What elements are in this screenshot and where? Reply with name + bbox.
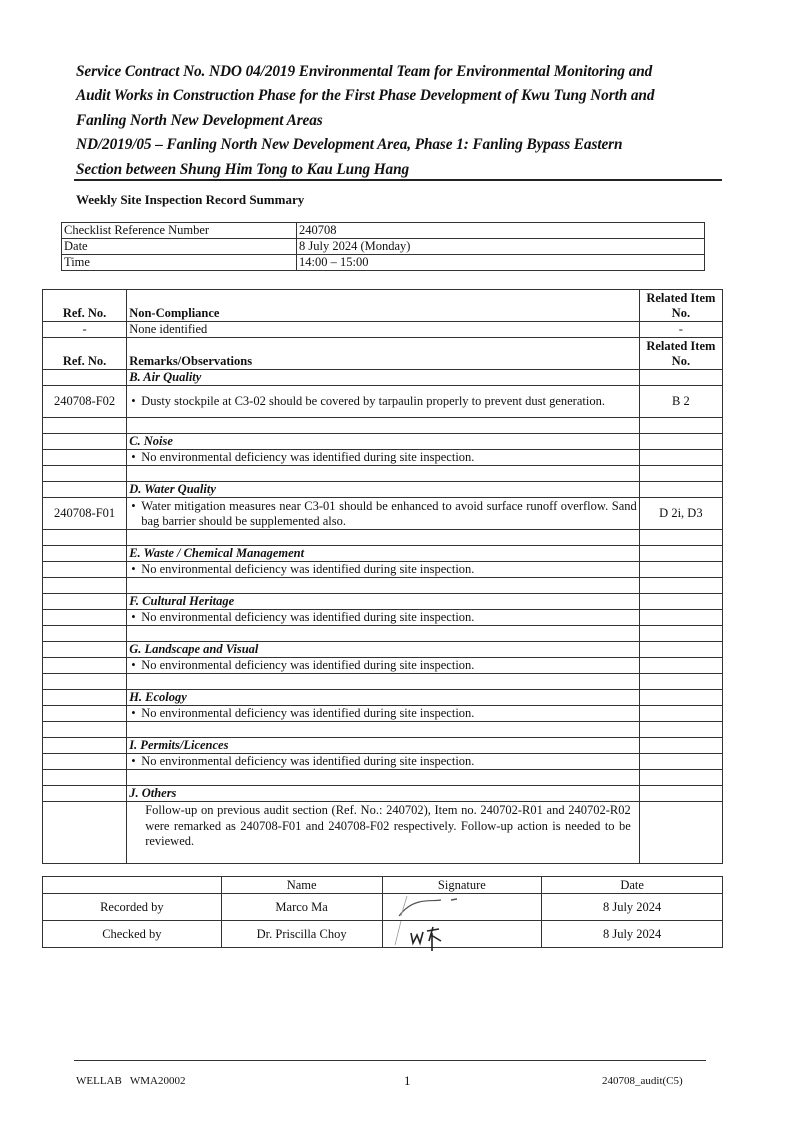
observation-row <box>43 754 723 770</box>
ref-cell <box>43 562 127 578</box>
remark-text: • No environmental deficiency was identified during site inspection. <box>129 706 637 721</box>
remark-cell <box>127 706 640 722</box>
empty-cell <box>639 626 722 642</box>
section-title-row <box>43 370 723 386</box>
header-line: Fanling North New Development Areas <box>76 111 323 129</box>
remark-cell <box>127 610 640 626</box>
empty-cell <box>43 722 127 738</box>
signoff-row <box>43 894 723 921</box>
empty-cell <box>639 466 722 482</box>
header-line: Audit Works in Construction Phase for the First Phase Development of Kwu Tung North and <box>76 87 655 105</box>
section-title: E. Waste / Chemical Management <box>127 546 640 562</box>
signature-marco-ma-icon <box>383 894 538 920</box>
column-header-ref: Ref. No. <box>43 290 127 322</box>
section-title-row <box>43 690 723 706</box>
empty-cell <box>127 770 640 786</box>
related-cell <box>639 658 722 674</box>
others-text: Follow-up on previous audit section (Ref. No.: 240702), Item no. 240702-R01 and 240702-R02 were remarked as 240708-F01 and 240708-F02 respectively. Follow-up action is needed to be reviewed. <box>127 802 640 864</box>
observation-row <box>43 610 723 626</box>
empty-cell <box>127 626 640 642</box>
empty-cell <box>639 482 722 498</box>
footer-divider <box>74 1060 706 1061</box>
spacer-row <box>43 722 723 738</box>
column-header-ref: Ref. No. <box>43 338 127 370</box>
ref-cell <box>43 610 127 626</box>
header-line: Service Contract No. NDO 04/2019 Environmental Team for Environmental Monitoring and <box>76 63 653 80</box>
remarks-header-row <box>43 338 723 370</box>
document-header <box>76 60 726 182</box>
empty-cell <box>639 578 722 594</box>
remark-cell <box>127 754 640 770</box>
empty-cell <box>639 642 722 658</box>
related-cell <box>639 450 722 466</box>
section-title-row <box>43 738 723 754</box>
spacer-row <box>43 578 723 594</box>
empty-cell <box>639 690 722 706</box>
section-title: J. Others <box>127 786 640 802</box>
noncompliance-row <box>43 322 723 338</box>
signoff-header-row <box>43 877 723 894</box>
empty-cell <box>43 690 127 706</box>
signoff-header-role <box>43 877 222 894</box>
empty-cell <box>43 642 127 658</box>
section-title-row <box>43 594 723 610</box>
info-row <box>62 255 705 271</box>
finding-row <box>43 498 723 530</box>
info-value: 14:00 – 15:00 <box>297 255 705 271</box>
signoff-date: 8 July 2024 <box>542 894 723 921</box>
empty-cell <box>43 802 127 864</box>
empty-cell <box>639 802 722 864</box>
empty-cell <box>639 738 722 754</box>
observation-row <box>43 706 723 722</box>
signoff-header-date: Date <box>542 877 723 894</box>
related-cell <box>639 562 722 578</box>
remark-cell <box>127 386 640 418</box>
page-title: Weekly Site Inspection Record Summary <box>76 192 305 207</box>
finding-row <box>43 386 723 418</box>
remark-text: • No environmental deficiency was identified during site inspection. <box>129 562 637 577</box>
sections-body <box>43 370 723 786</box>
noncompliance-cell: None identified <box>127 322 640 338</box>
section-title-row <box>43 434 723 450</box>
remark-text: • No environmental deficiency was identified during site inspection. <box>129 754 637 769</box>
related-cell: - <box>639 322 722 338</box>
signoff-row <box>43 921 723 948</box>
related-cell: D 2i, D3 <box>639 498 722 530</box>
ref-cell <box>43 706 127 722</box>
section-title-row <box>43 482 723 498</box>
empty-cell <box>127 674 640 690</box>
column-header-related: Related Item No. <box>639 338 722 370</box>
remark-text: • Dusty stockpile at C3-02 should be covered by tarpaulin properly to prevent dust generation. <box>129 394 637 409</box>
signoff-role: Recorded by <box>43 894 222 921</box>
ref-cell: - <box>43 322 127 338</box>
header-line: Section between Shung Him Tong to Kau Lung Hang <box>76 160 410 178</box>
observation-row <box>43 450 723 466</box>
signature-priscilla-choy-icon <box>383 921 538 951</box>
section-title-row <box>43 546 723 562</box>
related-cell <box>639 706 722 722</box>
header-line: ND/2019/05 – Fanling North New Development Area, Phase 1: Fanling Bypass Eastern <box>76 136 623 154</box>
related-cell: B 2 <box>639 386 722 418</box>
spacer-row <box>43 530 723 546</box>
spacer-row <box>43 466 723 482</box>
page-number: 1 <box>404 1073 411 1088</box>
empty-cell <box>639 546 722 562</box>
signoff-date: 8 July 2024 <box>542 921 723 948</box>
info-table <box>61 222 705 271</box>
empty-cell <box>639 418 722 434</box>
section-title: G. Landscape and Visual <box>127 642 640 658</box>
related-cell <box>639 754 722 770</box>
info-label: Time <box>62 255 297 271</box>
empty-cell <box>43 674 127 690</box>
remark-cell <box>127 450 640 466</box>
section-title-row <box>43 786 723 802</box>
empty-cell <box>43 482 127 498</box>
empty-cell <box>43 770 127 786</box>
column-header-noncompliance: Non-Compliance <box>127 290 640 322</box>
info-label: Date <box>62 239 297 255</box>
info-label: Checklist Reference Number <box>62 223 297 239</box>
empty-cell <box>639 594 722 610</box>
info-value: 240708 <box>297 223 705 239</box>
empty-cell <box>43 594 127 610</box>
empty-cell <box>639 370 722 386</box>
section-title: H. Ecology <box>127 690 640 706</box>
column-header-related: Related Item No. <box>639 290 722 322</box>
signoff-name: Marco Ma <box>221 894 382 921</box>
signature-cell <box>382 894 542 921</box>
related-cell <box>639 610 722 626</box>
section-title: C. Noise <box>127 434 640 450</box>
ref-cell: 240708-F02 <box>43 386 127 418</box>
empty-cell <box>127 466 640 482</box>
ref-cell: 240708-F01 <box>43 498 127 530</box>
empty-cell <box>43 626 127 642</box>
remark-cell <box>127 498 640 530</box>
ref-cell <box>43 658 127 674</box>
remark-cell <box>127 562 640 578</box>
empty-cell <box>43 370 127 386</box>
info-row <box>62 239 705 255</box>
ref-cell <box>43 754 127 770</box>
empty-cell <box>43 738 127 754</box>
empty-cell <box>43 546 127 562</box>
empty-cell <box>639 674 722 690</box>
signoff-role: Checked by <box>43 921 222 948</box>
empty-cell <box>639 770 722 786</box>
spacer-row <box>43 674 723 690</box>
spacer-row <box>43 418 723 434</box>
empty-cell <box>127 722 640 738</box>
spacer-row <box>43 626 723 642</box>
ref-cell <box>43 450 127 466</box>
empty-cell <box>43 786 127 802</box>
section-title: I. Permits/Licences <box>127 738 640 754</box>
header-divider <box>74 179 722 181</box>
noncompliance-header-row <box>43 290 723 322</box>
section-title-row <box>43 642 723 658</box>
footer-left: WELLAB WMA20002 <box>76 1075 186 1087</box>
empty-cell <box>43 434 127 450</box>
signoff-header-signature: Signature <box>382 877 542 894</box>
empty-cell <box>639 786 722 802</box>
remark-cell <box>127 658 640 674</box>
remark-text: • Water mitigation measures near C3-01 should be enhanced to avoid surface runoff overflow. Sand bag barrier should be supplemented also. <box>129 499 637 529</box>
empty-cell <box>43 466 127 482</box>
spacer-row <box>43 770 723 786</box>
inspection-table <box>42 289 723 864</box>
signoff-table <box>42 876 723 948</box>
empty-cell <box>43 418 127 434</box>
remark-text: • No environmental deficiency was identified during site inspection. <box>129 450 637 465</box>
column-header-remarks: Remarks/Observations <box>127 338 640 370</box>
empty-cell <box>43 530 127 546</box>
signoff-header-name: Name <box>221 877 382 894</box>
empty-cell <box>639 530 722 546</box>
empty-cell <box>639 722 722 738</box>
info-row <box>62 223 705 239</box>
observation-row <box>43 562 723 578</box>
section-title: F. Cultural Heritage <box>127 594 640 610</box>
empty-cell <box>127 530 640 546</box>
section-title: D. Water Quality <box>127 482 640 498</box>
remark-text: • No environmental deficiency was identified during site inspection. <box>129 610 637 625</box>
signoff-name: Dr. Priscilla Choy <box>221 921 382 948</box>
observation-row <box>43 658 723 674</box>
empty-cell <box>43 578 127 594</box>
empty-cell <box>127 578 640 594</box>
empty-cell <box>639 434 722 450</box>
remark-text: • No environmental deficiency was identified during site inspection. <box>129 658 637 673</box>
section-title: B. Air Quality <box>127 370 640 386</box>
footer-right: 240708_audit(C5) <box>602 1075 683 1087</box>
others-row <box>43 802 723 864</box>
empty-cell <box>127 418 640 434</box>
info-value: 8 July 2024 (Monday) <box>297 239 705 255</box>
signature-cell <box>382 921 542 948</box>
